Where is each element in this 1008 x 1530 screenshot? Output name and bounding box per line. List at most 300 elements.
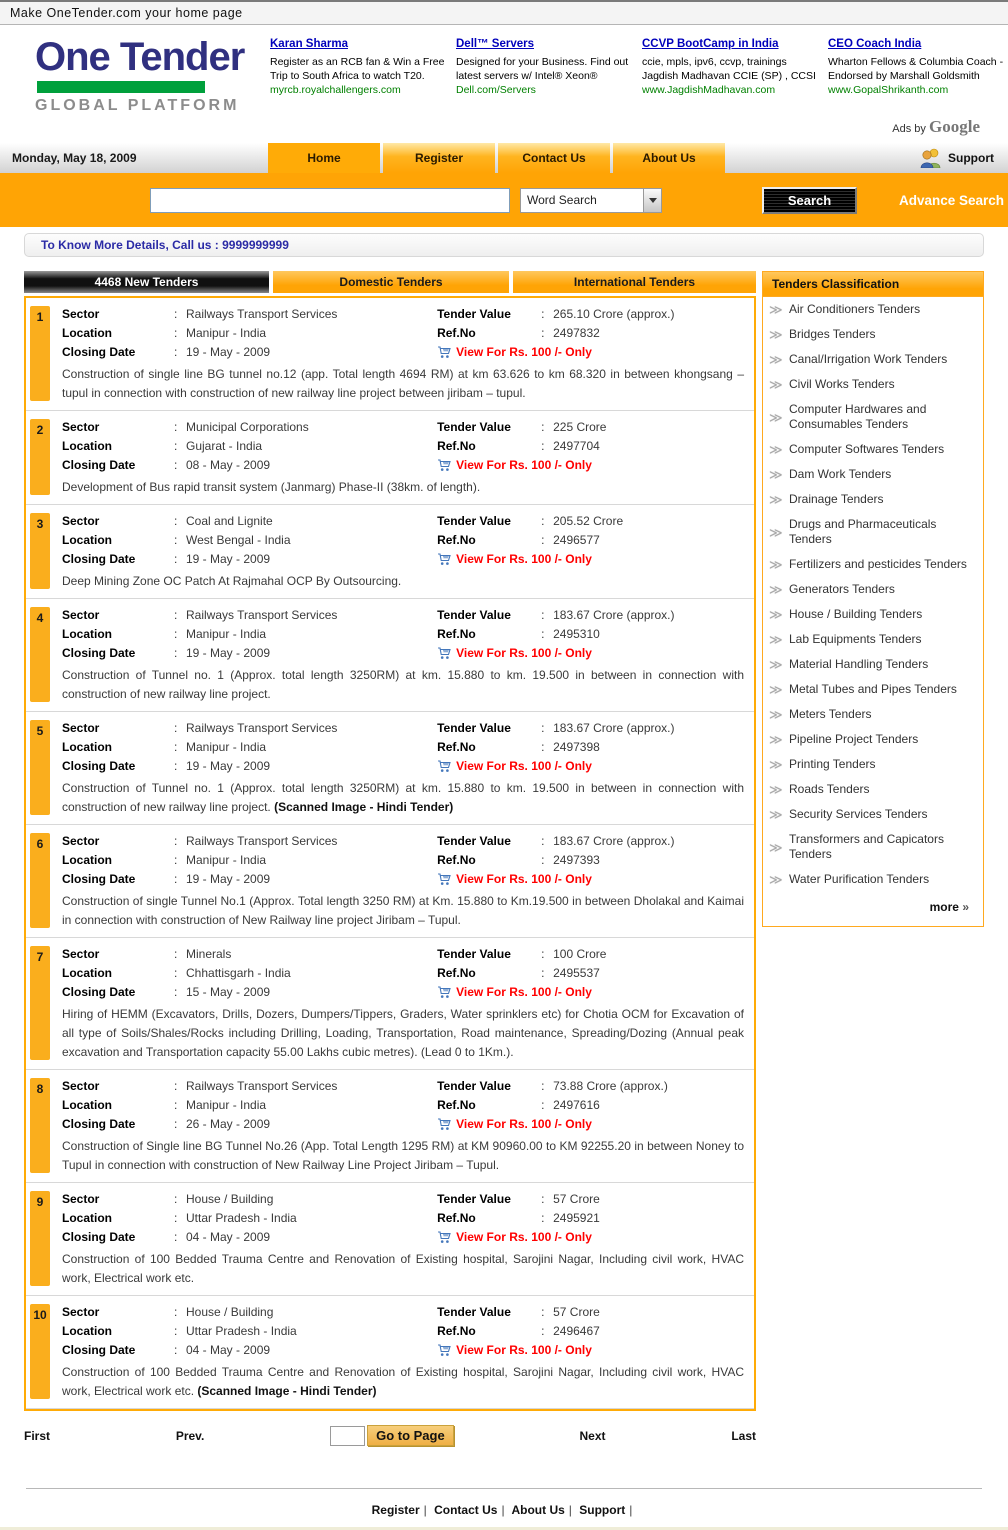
- chevron-double-icon: ≫: [769, 352, 783, 367]
- cart-icon: [437, 873, 451, 886]
- tender-value-field: Tender Value : 183.67 Crore (approx.): [437, 719, 744, 738]
- classification-more-link[interactable]: more »: [929, 900, 969, 914]
- footer-links: [0, 1489, 1008, 1525]
- chevron-double-icon: ≫: [769, 327, 783, 342]
- ref-no-field: Ref.No : 2495310: [437, 625, 744, 644]
- view-tender-link[interactable]: [437, 757, 744, 776]
- ref-no-value: 2497393: [553, 853, 600, 867]
- ref-no-label: Ref.No: [437, 853, 476, 867]
- closing-date-value: 15 - May - 2009: [186, 985, 271, 999]
- location-label: Location: [62, 326, 112, 340]
- classification-item[interactable]: [763, 437, 983, 462]
- ad-title-link[interactable]: CEO Coach India: [828, 38, 922, 50]
- current-date: Monday, May 18, 2009: [12, 151, 137, 165]
- closing-date-field: Closing Date : 26 - May - 2009: [62, 1115, 437, 1134]
- tender-description: Construction of 100 Bedded Trauma Centre and Renovation of Existing hospital, Sarojini Nagar, Including civil work, HVAC work, Electrical work etc. (Scanned Image - Hindi Tender): [62, 1365, 744, 1398]
- ref-no-label: Ref.No: [437, 326, 476, 340]
- tender-row: [26, 825, 754, 938]
- location-label: Location: [62, 533, 112, 547]
- ad-url-link[interactable]: www.GopalShrikanth.com: [828, 83, 949, 96]
- classification-label: Metal Tubes and Pipes Tenders: [789, 682, 957, 696]
- chevron-double-icon: ≫: [769, 782, 783, 797]
- classification-item[interactable]: [763, 627, 983, 652]
- view-price-text: View For Rs. 100 /- Only: [456, 1230, 592, 1244]
- closing-date-field: Closing Date : 19 - May - 2009: [62, 757, 437, 776]
- sector-field: Sector : Railways Transport Services: [62, 719, 437, 738]
- tender-value-label: Tender Value: [437, 1079, 511, 1093]
- tender-row: [26, 599, 754, 712]
- tender-row: [26, 411, 754, 505]
- site-logo[interactable]: [35, 35, 270, 143]
- ref-no-field: Ref.No : 2495537: [437, 964, 744, 983]
- tender-description: Construction of single Tunnel No.1 (Approx. Total length 3250 RM) at Km. 15.880 to Km.19.500 in between Dholakal and Kaimai in connection with construction of New Railway line project Jiribam – Tupul.: [62, 894, 744, 927]
- tender-details: [50, 303, 754, 403]
- ref-no-field: Ref.No : 2496467: [437, 1322, 744, 1341]
- classification-label: Pipeline Project Tenders: [789, 732, 919, 746]
- chevron-double-icon: ≫: [769, 557, 783, 572]
- ref-no-value: 2496577: [553, 533, 600, 547]
- support-label: Support: [948, 151, 994, 165]
- google-ad: [456, 37, 632, 143]
- search-type-dropdown[interactable]: [520, 188, 662, 213]
- sector-label: Sector: [62, 307, 100, 321]
- closing-date-field: Closing Date : 04 - May - 2009: [62, 1341, 437, 1360]
- support-link[interactable]: [919, 143, 1008, 173]
- tender-number: 7: [30, 946, 50, 1060]
- tender-list-tabs: [24, 271, 756, 293]
- pagination-last[interactable]: Last: [731, 1428, 756, 1443]
- classification-label: Drainage Tenders: [789, 492, 884, 506]
- google-ad: [270, 37, 446, 143]
- tender-number: 5: [30, 720, 50, 815]
- ad-title-link[interactable]: Dell™ Servers: [456, 38, 534, 50]
- classification-label: Roads Tenders: [789, 782, 870, 796]
- view-tender-link[interactable]: [437, 644, 744, 663]
- classification-item[interactable]: [763, 752, 983, 777]
- closing-date-value: 19 - May - 2009: [186, 872, 271, 886]
- tender-value-label: Tender Value: [437, 1305, 511, 1319]
- sector-value: Railways Transport Services: [186, 608, 338, 622]
- footer-link[interactable]: Contact Us: [434, 1503, 498, 1517]
- location-field: Location : Gujarat - India: [62, 437, 437, 456]
- classification-item[interactable]: [763, 397, 983, 437]
- location-value: Chhattisgarh - India: [186, 966, 291, 980]
- classification-item[interactable]: [763, 552, 983, 577]
- goto-page-button[interactable]: Go to Page: [367, 1425, 454, 1446]
- classification-title: Tenders Classification: [763, 272, 983, 297]
- tender-number: 9: [30, 1191, 50, 1286]
- tender-details: [50, 717, 754, 817]
- chevron-double-icon: ≫: [769, 524, 783, 540]
- sector-label: Sector: [62, 947, 100, 961]
- tender-number: 4: [30, 607, 50, 702]
- classification-label: Computer Softwares Tenders: [789, 442, 945, 456]
- location-field: Location : Manipur - India: [62, 625, 437, 644]
- footer-link[interactable]: Support: [579, 1503, 626, 1517]
- nav-tab[interactable]: Register: [383, 143, 495, 173]
- tender-value: 57 Crore: [553, 1305, 600, 1319]
- view-price-text: View For Rs. 100 /- Only: [456, 985, 592, 999]
- classification-item[interactable]: [763, 487, 983, 512]
- sector-label: Sector: [62, 1305, 100, 1319]
- google-logo: Google: [929, 117, 980, 136]
- view-price-text: View For Rs. 100 /- Only: [456, 1343, 592, 1357]
- sector-label: Sector: [62, 834, 100, 848]
- view-tender-link[interactable]: [437, 550, 744, 569]
- tender-value-label: Tender Value: [437, 721, 511, 735]
- ref-no-label: Ref.No: [437, 533, 476, 547]
- sector-field: Sector : Coal and Lignite: [62, 512, 437, 531]
- ad-body-text: ccie, mpls, ipv6, ccvp, trainings Jagdish Madhavan CCIE (SP) , CCSI: [642, 55, 816, 82]
- classification-item[interactable]: [763, 462, 983, 487]
- classification-label: Lab Equipments Tenders: [789, 632, 922, 646]
- location-label: Location: [62, 627, 112, 641]
- classification-item[interactable]: [763, 777, 983, 802]
- view-tender-link[interactable]: [437, 1228, 744, 1247]
- closing-date-value: 04 - May - 2009: [186, 1343, 271, 1357]
- view-price-text: View For Rs. 100 /- Only: [456, 345, 592, 359]
- classification-item[interactable]: [763, 512, 983, 552]
- footer-item: Register |: [371, 1503, 427, 1517]
- tender-number: 1: [30, 306, 50, 401]
- location-label: Location: [62, 853, 112, 867]
- classification-item[interactable]: [763, 702, 983, 727]
- cart-icon: [437, 1231, 451, 1244]
- location-value: Manipur - India: [186, 1098, 267, 1112]
- cart-icon: [437, 1344, 451, 1357]
- classification-label: Computer Hardwares and Consumables Tenders: [789, 402, 927, 431]
- classification-item[interactable]: [763, 827, 983, 867]
- closing-date-label: Closing Date: [62, 1343, 136, 1357]
- location-field: Location : Manipur - India: [62, 324, 437, 343]
- classification-item[interactable]: [763, 867, 983, 892]
- closing-date-label: Closing Date: [62, 345, 136, 359]
- ad-title-link[interactable]: CCVP BootCamp in India: [642, 38, 779, 50]
- chevron-double-icon: ≫: [769, 707, 783, 722]
- closing-date-label: Closing Date: [62, 1230, 136, 1244]
- classification-item[interactable]: [763, 652, 983, 677]
- view-tender-link[interactable]: [437, 1115, 744, 1134]
- tender-value-field: Tender Value : 183.67 Crore (approx.): [437, 832, 744, 851]
- classification-item[interactable]: [763, 677, 983, 702]
- closing-date-field: Closing Date : 15 - May - 2009: [62, 983, 437, 1002]
- sector-label: Sector: [62, 1079, 100, 1093]
- location-value: Manipur - India: [186, 740, 267, 754]
- pagination-prev[interactable]: Prev.: [175, 1428, 205, 1443]
- view-tender-link[interactable]: [437, 456, 744, 475]
- footer-item: About Us |: [511, 1503, 572, 1517]
- tenders-classification-panel: [762, 271, 984, 927]
- chevron-double-icon: ≫: [769, 467, 783, 482]
- ref-no-value: 2496467: [553, 1324, 600, 1338]
- make-homepage-bar[interactable]: Make OneTender.com your home page: [0, 0, 1008, 25]
- location-value: Manipur - India: [186, 627, 267, 641]
- ads-by-label: Ads by: [892, 123, 926, 135]
- ref-no-value: 2495310: [553, 627, 600, 641]
- ref-no-field: Ref.No : 2497393: [437, 851, 744, 870]
- classification-label: Bridges Tenders: [789, 327, 876, 341]
- closing-date-value: 08 - May - 2009: [186, 458, 271, 472]
- sector-value: Municipal Corporations: [186, 420, 309, 434]
- tender-list: [24, 296, 756, 1411]
- ref-no-label: Ref.No: [437, 1098, 476, 1112]
- chevron-double-icon: ≫: [769, 732, 783, 747]
- advance-search-link[interactable]: Advance Search: [899, 192, 1005, 208]
- classification-item[interactable]: [763, 297, 983, 322]
- view-tender-link[interactable]: [437, 870, 744, 889]
- nav-tabs: [268, 143, 728, 173]
- sector-label: Sector: [62, 721, 100, 735]
- tender-value: 205.52 Crore: [553, 514, 624, 528]
- tender-value-label: Tender Value: [437, 947, 511, 961]
- cart-icon: [437, 1118, 451, 1131]
- tender-value-label: Tender Value: [437, 420, 511, 434]
- tender-description: Construction of Tunnel no. 1 (Approx. total length 3250RM) at km. 15.880 to km. 19.500 in between in connection with construction of new railway line project. (Scanned Image - Hindi Tender): [62, 781, 744, 814]
- ref-no-value: 2495921: [553, 1211, 600, 1225]
- nav-tab[interactable]: Contact Us: [498, 143, 610, 173]
- tender-value: 57 Crore: [553, 1192, 600, 1206]
- tender-details: [50, 1188, 754, 1288]
- sector-value: House / Building: [186, 1192, 274, 1206]
- tender-row: [26, 1070, 754, 1183]
- cart-icon: [437, 986, 451, 999]
- chevron-double-icon: ≫: [769, 582, 783, 597]
- closing-date-field: Closing Date : 19 - May - 2009: [62, 550, 437, 569]
- location-value: Manipur - India: [186, 853, 267, 867]
- tender-value: 100 Crore: [553, 947, 607, 961]
- tab-domestic-tenders[interactable]: Domestic Tenders: [273, 271, 509, 293]
- cart-icon: [437, 647, 451, 660]
- ad-url-link[interactable]: www.JagdishMadhavan.com: [642, 83, 776, 96]
- classification-item[interactable]: [763, 347, 983, 372]
- sector-label: Sector: [62, 608, 100, 622]
- view-tender-link[interactable]: [437, 1341, 744, 1360]
- dropdown-arrow-icon[interactable]: [643, 189, 661, 212]
- classification-item[interactable]: [763, 577, 983, 602]
- chevron-double-icon: ≫: [769, 492, 783, 507]
- tender-value-field: Tender Value : 100 Crore: [437, 945, 744, 964]
- sector-field: Sector : Railways Transport Services: [62, 305, 437, 324]
- sector-value: Railways Transport Services: [186, 307, 338, 321]
- classification-item[interactable]: [763, 322, 983, 347]
- tender-row: [26, 712, 754, 825]
- sector-field: Sector : Railways Transport Services: [62, 1077, 437, 1096]
- tender-description: Development of Bus rapid transit system (Janmarg) Phase-II (38km. of length).: [62, 480, 481, 494]
- logo-title: One Tender: [35, 35, 245, 79]
- chevron-double-icon: ≫: [769, 839, 783, 855]
- sector-label: Sector: [62, 514, 100, 528]
- sector-field: Sector : Railways Transport Services: [62, 606, 437, 625]
- closing-date-label: Closing Date: [62, 646, 136, 660]
- location-field: Location : Uttar Pradesh - India: [62, 1322, 437, 1341]
- tender-value: 183.67 Crore (approx.): [553, 608, 675, 622]
- sector-field: Sector : House / Building: [62, 1303, 437, 1322]
- search-input[interactable]: [150, 188, 510, 213]
- sector-field: Sector : Minerals: [62, 945, 437, 964]
- classification-label: Water Purification Tenders: [789, 872, 930, 886]
- ad-title-link[interactable]: Karan Sharma: [270, 38, 348, 50]
- closing-date-value: 19 - May - 2009: [186, 646, 271, 660]
- tender-value-field: Tender Value : 57 Crore: [437, 1303, 744, 1322]
- cart-icon: [437, 459, 451, 472]
- tab-international-tenders[interactable]: International Tenders: [513, 271, 756, 293]
- tender-number: 10: [30, 1304, 50, 1399]
- location-field: Location : Chhattisgarh - India: [62, 964, 437, 983]
- tender-value-label: Tender Value: [437, 834, 511, 848]
- search-button[interactable]: Search: [762, 187, 857, 214]
- tender-description: Deep Mining Zone OC Patch At Rajmahal OCP By Outsourcing.: [62, 574, 402, 588]
- nav-tab[interactable]: Home: [268, 143, 380, 173]
- main-navbar: [0, 143, 1008, 173]
- tender-value-field: Tender Value : 225 Crore: [437, 418, 744, 437]
- view-price-text: View For Rs. 100 /- Only: [456, 872, 592, 886]
- closing-date-label: Closing Date: [62, 552, 136, 566]
- chevron-double-icon: ≫: [769, 632, 783, 647]
- tender-value-field: Tender Value : 205.52 Crore: [437, 512, 744, 531]
- tender-value-field: Tender Value : 73.88 Crore (approx.): [437, 1077, 744, 1096]
- chevron-double-icon: ≫: [769, 807, 783, 822]
- pagination-first[interactable]: First: [24, 1428, 51, 1443]
- sector-field: Sector : Municipal Corporations: [62, 418, 437, 437]
- tender-value: 225 Crore: [553, 420, 607, 434]
- tender-details: [50, 1075, 754, 1175]
- chevron-double-icon: ≫: [769, 757, 783, 772]
- tender-description: Hiring of HEMM (Excavators, Drills, Dozers, Dumpers/Tippers, Graders, Water sprinklers etc) for Chotia OCM for Excavation of all type of Soils/Shales/Rocks including Drilling, Loading, Transportation, Road maintenance, Spreading/Dozing (Annual peak excavation and Transportation capacity 55.00 Lakhs cubic metres). (Lead 0 to 1Km.).: [62, 1007, 744, 1059]
- support-people-icon: [919, 148, 943, 168]
- location-value: Gujarat - India: [186, 439, 263, 453]
- chevron-double-icon: ≫: [769, 657, 783, 672]
- footer-item: Support |: [579, 1503, 633, 1517]
- ad-url-link[interactable]: Dell.com/Servers: [456, 83, 536, 96]
- closing-date-label: Closing Date: [62, 1117, 136, 1131]
- ref-no-field: Ref.No : 2495921: [437, 1209, 744, 1228]
- tender-value: 183.67 Crore (approx.): [553, 721, 675, 735]
- tender-list-column: [24, 271, 756, 1446]
- tender-value-label: Tender Value: [437, 514, 511, 528]
- main-content: [24, 271, 984, 1446]
- location-label: Location: [62, 966, 112, 980]
- ref-no-field: Ref.No : 2497398: [437, 738, 744, 757]
- ref-no-label: Ref.No: [437, 1211, 476, 1225]
- sector-label: Sector: [62, 1192, 100, 1206]
- tender-value: 183.67 Crore (approx.): [553, 834, 675, 848]
- cart-icon: [437, 346, 451, 359]
- nav-tab[interactable]: About Us: [613, 143, 725, 173]
- chevron-double-icon: ≫: [769, 872, 783, 887]
- closing-date-value: 04 - May - 2009: [186, 1230, 271, 1244]
- classification-item[interactable]: [763, 727, 983, 752]
- chevron-double-icon: ≫: [769, 607, 783, 622]
- tender-number: 3: [30, 513, 50, 589]
- scanned-image-note: (Scanned Image - Hindi Tender): [274, 800, 454, 814]
- classification-item[interactable]: [763, 602, 983, 627]
- ref-no-field: Ref.No : 2496577: [437, 531, 744, 550]
- tab-new-tenders[interactable]: 4468 New Tenders: [24, 271, 269, 293]
- tender-details: [50, 1301, 754, 1401]
- closing-date-value: 19 - May - 2009: [186, 552, 271, 566]
- classification-label: Drugs and Pharmaceuticals Tenders: [789, 517, 937, 546]
- chevron-double-icon: ≫: [769, 442, 783, 457]
- ref-no-label: Ref.No: [437, 1324, 476, 1338]
- tender-details: [50, 943, 754, 1062]
- view-tender-link[interactable]: [437, 343, 744, 362]
- chevron-double-icon: ≫: [769, 377, 783, 392]
- view-price-text: View For Rs. 100 /- Only: [456, 552, 592, 566]
- tender-details: [50, 416, 754, 497]
- location-field: Location : West Bengal - India: [62, 531, 437, 550]
- classification-label: Meters Tenders: [789, 707, 872, 721]
- view-tender-link[interactable]: [437, 983, 744, 1002]
- location-value: West Bengal - India: [186, 533, 291, 547]
- location-field: Location : Uttar Pradesh - India: [62, 1209, 437, 1228]
- scanned-image-note: (Scanned Image - Hindi Tender): [197, 1384, 377, 1398]
- tender-details: [50, 510, 754, 591]
- location-value: Uttar Pradesh - India: [186, 1324, 297, 1338]
- ad-url-link[interactable]: myrcb.royalchallengers.com: [270, 83, 401, 96]
- closing-date-field: Closing Date : 19 - May - 2009: [62, 343, 437, 362]
- tender-value-label: Tender Value: [437, 307, 511, 321]
- search-bar: [0, 173, 1008, 227]
- cart-icon: [437, 760, 451, 773]
- location-field: Location : Manipur - India: [62, 851, 437, 870]
- tender-row: [26, 1296, 754, 1409]
- goto-page-input[interactable]: [330, 1426, 365, 1446]
- closing-date-label: Closing Date: [62, 458, 136, 472]
- classification-label: Generators Tenders: [789, 582, 895, 596]
- ad-body-text: Wharton Fellows & Columbia Coach - Endorsed by Marshall Goldsmith: [828, 55, 1004, 82]
- ref-no-field: Ref.No : 2497616: [437, 1096, 744, 1115]
- location-label: Location: [62, 1324, 112, 1338]
- location-label: Location: [62, 439, 112, 453]
- sector-value: Railways Transport Services: [186, 1079, 338, 1093]
- sector-value: Railways Transport Services: [186, 721, 338, 735]
- ref-no-value: 2497398: [553, 740, 600, 754]
- view-price-text: View For Rs. 100 /- Only: [456, 1117, 592, 1131]
- location-label: Location: [62, 740, 112, 754]
- ref-no-value: 2497616: [553, 1098, 600, 1112]
- tender-details: [50, 604, 754, 704]
- tender-row: [26, 1183, 754, 1296]
- ref-no-label: Ref.No: [437, 740, 476, 754]
- footer-link[interactable]: Register: [371, 1503, 420, 1517]
- location-field: Location : Manipur - India: [62, 1096, 437, 1115]
- tender-row: [26, 505, 754, 599]
- classification-item[interactable]: [763, 372, 983, 397]
- classification-label: House / Building Tenders: [789, 607, 923, 621]
- tender-value: 265.10 Crore (approx.): [553, 307, 675, 321]
- sector-value: House / Building: [186, 1305, 274, 1319]
- pagination-next[interactable]: Next: [579, 1428, 606, 1443]
- ads-by-google-badge[interactable]: [892, 117, 980, 137]
- footer-link[interactable]: About Us: [511, 1503, 565, 1517]
- closing-date-label: Closing Date: [62, 872, 136, 886]
- ref-no-label: Ref.No: [437, 439, 476, 453]
- classification-label: Dam Work Tenders: [789, 467, 892, 481]
- pagination: [24, 1425, 756, 1446]
- ref-no-label: Ref.No: [437, 966, 476, 980]
- tender-value: 73.88 Crore (approx.): [553, 1079, 668, 1093]
- closing-date-field: Closing Date : 19 - May - 2009: [62, 870, 437, 889]
- classification-item[interactable]: [763, 802, 983, 827]
- tender-description: Construction of single line BG tunnel no.12 (app. Total length 4694 RM) at km 63.626 to km 68.320 in between khongsang – tupul in connection with construction of new railway line project between jiribam – tupul.: [62, 367, 744, 400]
- call-us-strip: To Know More Details, Call us : 9999999999: [24, 233, 984, 257]
- classification-label: Material Handling Tenders: [789, 657, 929, 671]
- ad-body-text: Designed for your Business. Find out latest servers w/ Intel® Xeon®: [456, 55, 629, 82]
- view-price-text: View For Rs. 100 /- Only: [456, 759, 592, 773]
- classification-label: Fertilizers and pesticides Tenders: [789, 557, 967, 571]
- closing-date-field: Closing Date : 04 - May - 2009: [62, 1228, 437, 1247]
- ad-body-text: Register as an RCB fan & Win a Free Trip to South Africa to watch T20.: [270, 55, 445, 82]
